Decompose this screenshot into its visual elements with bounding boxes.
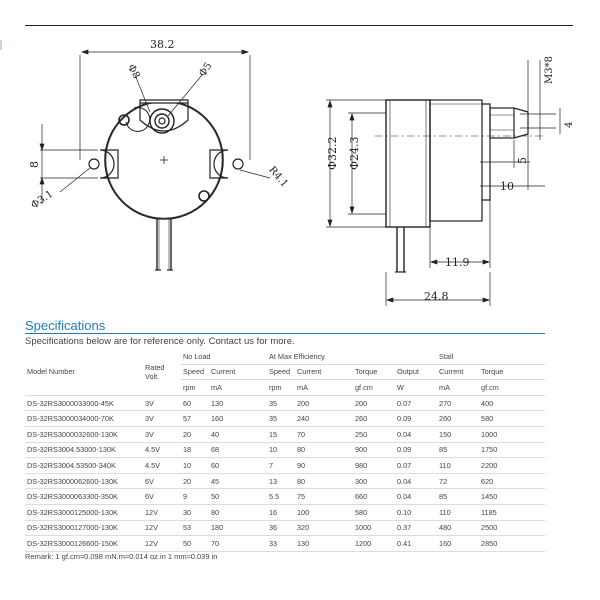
cell: 110 [437, 458, 479, 474]
col-nl-current: Current [209, 364, 267, 380]
cell: 30 [181, 504, 209, 520]
model-cell: DS-32RS3004.53000-130K [25, 442, 143, 458]
group-no-load: No Load [181, 349, 267, 364]
cell: 70 [295, 426, 353, 442]
dim-shaft-total: 10 [500, 180, 514, 193]
model-cell: DS-32RS3004.53500-340K [25, 458, 143, 474]
cell: 260 [353, 411, 395, 427]
cell: 1750 [479, 442, 545, 458]
cell: 1000 [353, 520, 395, 536]
dim-mount-hole: Φ3.1 [29, 188, 56, 212]
cell: 1000 [479, 426, 545, 442]
model-cell: DS-32RS3000063300-350K [25, 489, 143, 505]
cell: 1200 [353, 536, 395, 552]
table-row [25, 520, 545, 536]
cell: 2500 [479, 520, 545, 536]
unit-gfcm: gf.cm [479, 380, 545, 396]
dim-shaft-len: 5 [516, 157, 529, 164]
cell: 10 [267, 442, 295, 458]
cell: 50 [181, 536, 209, 552]
table-row [25, 458, 545, 474]
cell: 660 [353, 489, 395, 505]
front-dimensions [40, 50, 270, 204]
cell: 1185 [479, 504, 545, 520]
cell: 60 [181, 395, 209, 411]
dim-overall: 24.8 [424, 290, 449, 303]
cell: 0.09 [395, 442, 437, 458]
table-row [25, 536, 545, 552]
cell: 40 [209, 426, 267, 442]
cell: 620 [479, 473, 545, 489]
col-st-current: Current [437, 364, 479, 380]
col-rated: Rated Volt. [143, 349, 181, 395]
cell: 2200 [479, 458, 545, 474]
cell: 900 [353, 442, 395, 458]
model-cell: DS-32RS3000033000-45K [25, 395, 143, 411]
cell: 0.07 [395, 458, 437, 474]
dim-shaft-dia: Φ8 [124, 62, 142, 81]
front-labels [28, 38, 290, 211]
header-row-1 [25, 349, 545, 364]
unit-gfcm: gf.cm [353, 380, 395, 396]
table-row [25, 411, 545, 427]
cell: 12V [143, 504, 181, 520]
col-me-current: Current [295, 364, 353, 380]
cell: 72 [437, 473, 479, 489]
cell: 480 [437, 520, 479, 536]
cell: 0.04 [395, 426, 437, 442]
cell: 130 [209, 395, 267, 411]
table-row [25, 426, 545, 442]
cell: 130 [295, 536, 353, 552]
cell: 57 [181, 411, 209, 427]
cell: 0.07 [395, 395, 437, 411]
cell: 6V [143, 489, 181, 505]
cell: 240 [295, 411, 353, 427]
cell: 110 [437, 504, 479, 520]
cell: 36 [267, 520, 295, 536]
cell: 85 [437, 489, 479, 505]
cell: 180 [209, 520, 267, 536]
model-cell: DS-32RS3000034000-70K [25, 411, 143, 427]
col-me-output: Output [395, 364, 437, 380]
front-view [89, 100, 243, 270]
table-row [25, 504, 545, 520]
spec-title: Specifications [25, 318, 106, 333]
remark-note: Remark: 1 gf.cm≈0.098 mN.m≈0.014 oz.in 1 mm≈0.039 in [25, 552, 218, 561]
unit-ma: mA [295, 380, 353, 396]
cell: 45 [209, 473, 267, 489]
cell: 250 [353, 426, 395, 442]
cell: 3V [143, 411, 181, 427]
cell: 80 [209, 504, 267, 520]
cell: 5.5 [267, 489, 295, 505]
cell: 980 [353, 458, 395, 474]
col-me-torque: Torque [353, 364, 395, 380]
cell: 80 [295, 473, 353, 489]
side-dimensions [326, 60, 560, 306]
dim-body-depth: 11.9 [445, 256, 470, 269]
col-me-speed: Speed [267, 364, 295, 380]
cell: 6V [143, 473, 181, 489]
model-cell: DS-32RS3000062600-130K [25, 473, 143, 489]
table-row [25, 473, 545, 489]
table-row [25, 489, 545, 505]
cell: 1450 [479, 489, 545, 505]
col-model: Model Number [25, 349, 143, 395]
col-st-torque: Torque [479, 364, 545, 380]
side-labels [326, 56, 575, 303]
cell: 85 [437, 442, 479, 458]
cell: 68 [209, 442, 267, 458]
unit-rpm: rpm [267, 380, 295, 396]
unit-ma: mA [209, 380, 267, 396]
unit-ma: mA [437, 380, 479, 396]
cell: 100 [295, 504, 353, 520]
cell: 7 [267, 458, 295, 474]
group-stall: Stall [437, 349, 545, 364]
dim-lug-radius: R4.1 [266, 164, 290, 190]
cell: 150 [437, 426, 479, 442]
cell: 53 [181, 520, 209, 536]
cell: 9 [181, 489, 209, 505]
unit-w: W [395, 380, 437, 396]
cell: 160 [209, 411, 267, 427]
cell: 0.10 [395, 504, 437, 520]
cell: 200 [353, 395, 395, 411]
cell: 60 [209, 458, 267, 474]
cell: 20 [181, 426, 209, 442]
cell: 50 [209, 489, 267, 505]
dim-boss-dia: Φ24.3 [348, 136, 361, 170]
model-cell: DS-32RS3000127000-130K [25, 520, 143, 536]
cell: 200 [295, 395, 353, 411]
cell: 2850 [479, 536, 545, 552]
unit-rpm: rpm [181, 380, 209, 396]
cell: 75 [295, 489, 353, 505]
group-max-eff: At Max Efficiency [267, 349, 437, 364]
cell: 300 [353, 473, 395, 489]
cell: 35 [267, 395, 295, 411]
cell: 160 [437, 536, 479, 552]
cell: 400 [479, 395, 545, 411]
table-row [25, 442, 545, 458]
cell: 0.04 [395, 489, 437, 505]
cell: 0.41 [395, 536, 437, 552]
dim-thread: M3*8 [544, 56, 555, 84]
cell: 15 [267, 426, 295, 442]
cell: 90 [295, 458, 353, 474]
cell: 4.5V [143, 458, 181, 474]
cell: 580 [353, 504, 395, 520]
cell: 35 [267, 411, 295, 427]
spec-title-rule [25, 333, 545, 334]
cell: 0.04 [395, 473, 437, 489]
model-cell: DS-32RS3000126600-150K [25, 536, 143, 552]
cell: 10 [181, 458, 209, 474]
dim-lug-height: 8 [28, 161, 41, 168]
model-cell: DS-32RS3000032600-130K [25, 426, 143, 442]
dim-width-38-2: 38.2 [150, 38, 175, 51]
spec-subtitle: Specifications below are for reference only. Contact us for more. [25, 336, 295, 347]
cell: 320 [295, 520, 353, 536]
cell: 70 [209, 536, 267, 552]
table-row [25, 395, 545, 411]
cell: 580 [479, 411, 545, 427]
cell: 3V [143, 395, 181, 411]
cell: 18 [181, 442, 209, 458]
cell: 16 [267, 504, 295, 520]
cell: 4.5V [143, 442, 181, 458]
cell: 0.37 [395, 520, 437, 536]
cell: 13 [267, 473, 295, 489]
cell: 80 [295, 442, 353, 458]
spec-table [25, 349, 545, 552]
cell: 3V [143, 426, 181, 442]
cell: 0.09 [395, 411, 437, 427]
cell: 12V [143, 536, 181, 552]
cell: 33 [267, 536, 295, 552]
model-cell: DS-32RS3000125000-130K [25, 504, 143, 520]
cell: 270 [437, 395, 479, 411]
dim-body-dia: Φ32.2 [326, 136, 339, 170]
cell: 12V [143, 520, 181, 536]
cell: 20 [181, 473, 209, 489]
dim-hole-dia: Φ5 [197, 60, 215, 79]
col-nl-speed: Speed [181, 364, 209, 380]
dim-flat: 4 [564, 121, 575, 128]
cell: 260 [437, 411, 479, 427]
